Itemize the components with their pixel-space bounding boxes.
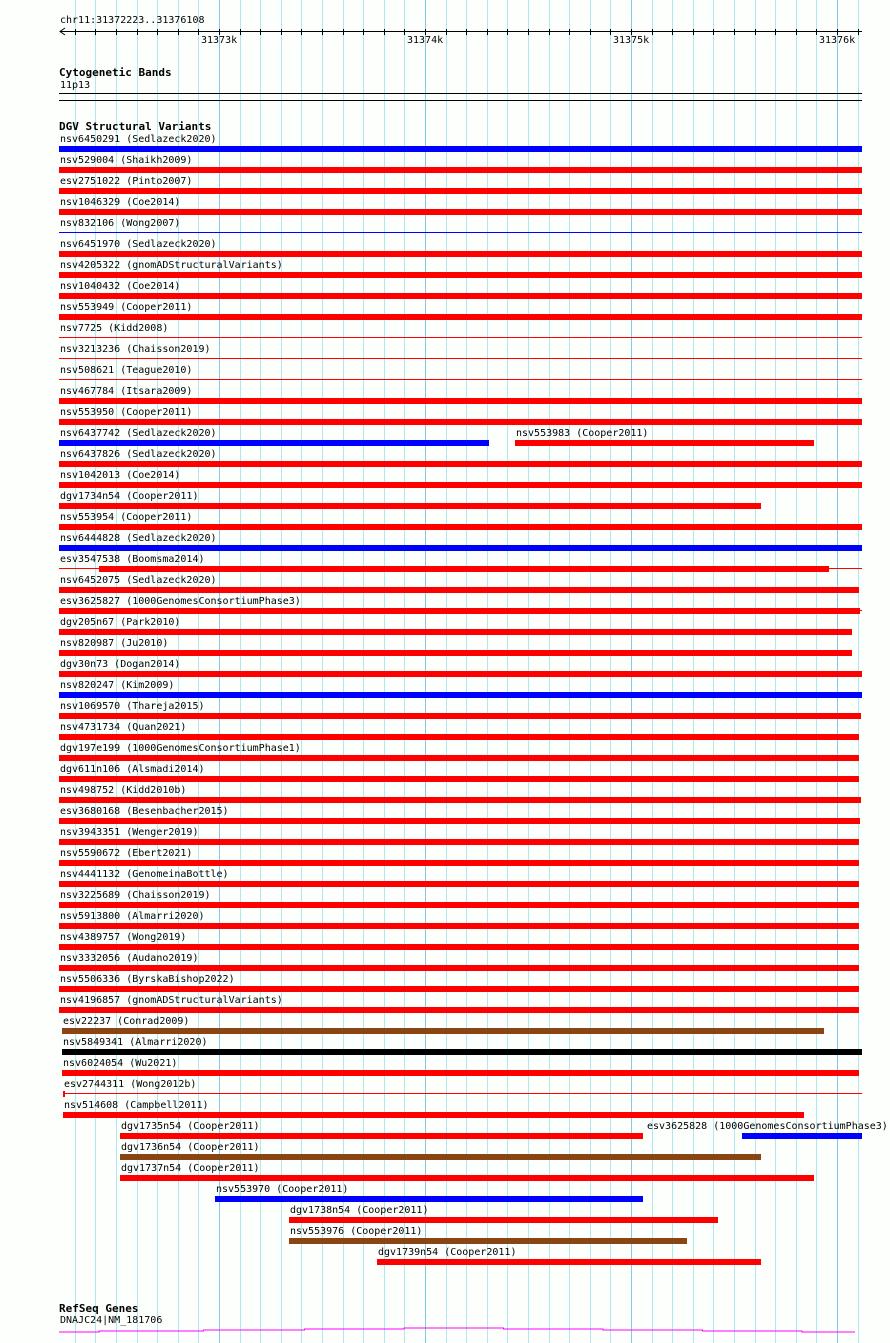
variant-label[interactable]: nsv1042013 (Coe2014) (60, 470, 181, 481)
variant-label[interactable]: dgv205n67 (Park2010) (60, 617, 181, 628)
refseq-track-title: RefSeq Genes (59, 1302, 139, 1315)
variant-line[interactable] (59, 337, 862, 338)
variant-bar[interactable] (59, 1007, 859, 1013)
variant-bar[interactable] (59, 986, 859, 992)
variant-label[interactable]: nsv1069570 (Thareja2015) (60, 701, 205, 712)
variant-label[interactable]: dgv1737n54 (Cooper2011) (121, 1163, 260, 1174)
variant-bar[interactable] (59, 797, 861, 803)
gene-line[interactable] (59, 1328, 855, 1332)
variant-bar[interactable] (289, 1217, 718, 1223)
variant-label[interactable]: nsv5506336 (ByrskaBishop2022) (60, 974, 235, 985)
variant-bar[interactable] (59, 545, 862, 551)
variant-label[interactable]: nsv4196857 (gnomADStructuralVariants) (60, 995, 283, 1006)
variant-label[interactable]: nsv1040432 (Coe2014) (60, 281, 181, 292)
variant-label[interactable]: nsv553976 (Cooper2011) (290, 1226, 423, 1237)
variant-label[interactable]: esv22237 (Conrad2009) (63, 1016, 190, 1027)
variant-bar[interactable] (742, 1133, 862, 1139)
variant-bar[interactable] (59, 944, 859, 950)
variant-label[interactable]: nsv6437742 (Sedlazeck2020) (60, 428, 217, 439)
variant-bar[interactable] (59, 482, 862, 488)
variant-bar[interactable] (59, 923, 859, 929)
variant-label[interactable]: nsv4205322 (gnomADStructuralVariants) (60, 260, 283, 271)
variant-label[interactable]: nsv529004 (Shaikh2009) (60, 155, 193, 166)
variant-bar[interactable] (215, 1196, 643, 1202)
gene-model[interactable] (0, 1324, 890, 1336)
variant-bar[interactable] (59, 755, 859, 761)
variant-bar[interactable] (59, 251, 862, 257)
variant-bar[interactable] (59, 167, 862, 173)
variant-label[interactable]: dgv1734n54 (Cooper2011) (60, 491, 199, 502)
variant-bar[interactable] (59, 629, 852, 635)
variant-label[interactable]: nsv5849341 (Almarri2020) (63, 1037, 208, 1048)
dgv-track-title: DGV Structural Variants (59, 120, 212, 133)
variant-label[interactable]: nsv6451970 (Sedlazeck2020) (60, 239, 217, 250)
variant-bar[interactable] (59, 608, 860, 614)
variant-bar[interactable] (289, 1238, 687, 1244)
variant-label[interactable]: nsv6437826 (Sedlazeck2020) (60, 449, 217, 460)
variant-label[interactable]: nsv553970 (Cooper2011) (216, 1184, 349, 1195)
variant-label[interactable]: dgv1736n54 (Cooper2011) (121, 1142, 260, 1153)
variant-bar[interactable] (63, 1112, 804, 1118)
variant-label[interactable]: nsv6450291 (Sedlazeck2020) (60, 134, 217, 145)
variant-line[interactable] (59, 232, 862, 233)
variant-bar[interactable] (59, 398, 862, 404)
variant-line[interactable] (63, 1093, 862, 1094)
ruler-tick-label: 31376k (819, 35, 856, 46)
variant-bar[interactable] (59, 902, 859, 908)
variant-label[interactable]: nsv820247 (Kim2009) (60, 680, 175, 691)
variant-bar[interactable] (59, 671, 862, 677)
variant-label[interactable]: nsv3332056 (Audano2019) (60, 953, 199, 964)
variant-bar[interactable] (59, 503, 761, 509)
variant-label[interactable]: nsv6024054 (Wu2021) (63, 1058, 178, 1069)
variant-bar[interactable] (377, 1259, 761, 1265)
variant-label[interactable]: nsv6444828 (Sedlazeck2020) (60, 533, 217, 544)
variant-label[interactable]: nsv553954 (Cooper2011) (60, 512, 193, 523)
variant-label[interactable]: dgv197e199 (1000GenomesConsortiumPhase1) (60, 743, 301, 754)
variant-bar[interactable] (59, 188, 862, 194)
variant-bar[interactable] (59, 293, 862, 299)
variant-bar[interactable] (59, 272, 862, 278)
variant-label[interactable]: nsv498752 (Kidd2010b) (60, 785, 187, 796)
variant-bar[interactable] (59, 587, 859, 593)
variant-bar[interactable] (59, 146, 862, 152)
variant-label[interactable]: dgv1738n54 (Cooper2011) (290, 1205, 429, 1216)
variant-label[interactable]: dgv611n106 (Alsmadi2014) (60, 764, 205, 775)
variant-bar[interactable] (59, 314, 862, 320)
variant-label[interactable]: nsv5590672 (Ebert2021) (60, 848, 193, 859)
variant-label[interactable]: nsv1046329 (Coe2014) (60, 197, 181, 208)
variant-label[interactable]: nsv4441132 (GenomeinaBottle) (60, 869, 229, 880)
variant-bar[interactable] (62, 1070, 859, 1076)
ruler-tick-label: 31375k (613, 35, 650, 46)
variant-label[interactable]: esv2751022 (Pinto2007) (60, 176, 193, 187)
variant-bar[interactable] (99, 566, 829, 572)
variant-bar[interactable] (59, 524, 862, 530)
ruler-tick-label: 31374k (407, 35, 444, 46)
variant-bar[interactable] (59, 818, 860, 824)
variant-bar[interactable] (120, 1175, 814, 1181)
variant-label[interactable]: nsv553950 (Cooper2011) (60, 407, 193, 418)
variant-label[interactable]: nsv553949 (Cooper2011) (60, 302, 193, 313)
locus-label: chr11:31372223..31376108 (60, 15, 205, 26)
variant-label[interactable]: nsv5913800 (Almarri2020) (60, 911, 205, 922)
variant-label[interactable]: nsv6452075 (Sedlazeck2020) (60, 575, 217, 586)
variant-bar[interactable] (120, 1154, 761, 1160)
variant-bar[interactable] (59, 650, 852, 656)
variant-bar[interactable] (59, 419, 862, 425)
variant-bar[interactable] (63, 1091, 65, 1097)
variant-label[interactable]: esv3625828 (1000GenomesConsortiumPhase3) (647, 1121, 888, 1132)
variant-bar[interactable] (59, 440, 489, 446)
cytobands-track-title: Cytogenetic Bands (59, 66, 172, 79)
variant-bar[interactable] (62, 1049, 862, 1055)
variant-bar[interactable] (59, 881, 859, 887)
variant-bar[interactable] (59, 461, 862, 467)
variant-label[interactable]: dgv1739n54 (Cooper2011) (378, 1247, 517, 1258)
cytoband-label: 11p13 (60, 80, 91, 91)
variant-label[interactable]: nsv3213236 (Chaisson2019) (60, 344, 211, 355)
variant-bar[interactable] (515, 440, 814, 446)
variant-label[interactable]: esv3547538 (Boomsma2014) (60, 554, 205, 565)
variant-label[interactable]: nsv3225689 (Chaisson2019) (60, 890, 211, 901)
variant-label[interactable]: nsv553983 (Cooper2011) (516, 428, 649, 439)
variant-label[interactable]: nsv4389757 (Wong2019) (60, 932, 187, 943)
variant-label[interactable]: dgv30n73 (Dogan2014) (60, 659, 181, 670)
variant-bar[interactable] (59, 839, 859, 845)
variant-label[interactable]: esv2744311 (Wong2012b) (64, 1079, 197, 1090)
variant-label[interactable]: nsv514608 (Campbell2011) (64, 1100, 209, 1111)
variant-label[interactable]: nsv832106 (Wong2007) (60, 218, 181, 229)
variant-bar[interactable] (62, 1028, 824, 1034)
variant-bar[interactable] (59, 965, 859, 971)
variant-bar[interactable] (59, 734, 859, 740)
variant-bar[interactable] (59, 860, 859, 866)
variant-line[interactable] (59, 379, 862, 380)
variant-label[interactable]: nsv7725 (Kidd2008) (60, 323, 169, 334)
gene-label[interactable]: DNAJC24|NM_181706 (60, 1315, 163, 1326)
ruler-tick-label: 31373k (201, 35, 238, 46)
variant-label[interactable]: dgv1735n54 (Cooper2011) (121, 1121, 260, 1132)
variant-label[interactable]: nsv820987 (Ju2010) (60, 638, 169, 649)
variant-bar[interactable] (59, 713, 861, 719)
variant-bar[interactable] (120, 1133, 643, 1139)
variant-label[interactable]: nsv4731734 (Quan2021) (60, 722, 187, 733)
variant-label[interactable]: esv3625827 (1000GenomesConsortiumPhase3) (60, 596, 301, 607)
variant-label[interactable]: esv3680168 (Besenbacher2015) (60, 806, 229, 817)
variant-label[interactable]: nsv3943351 (Wenger2019) (60, 827, 199, 838)
variant-bar[interactable] (59, 209, 862, 215)
variant-label[interactable]: nsv508621 (Teague2010) (60, 365, 193, 376)
variant-label[interactable]: nsv467784 (Itsara2009) (60, 386, 193, 397)
variant-bar[interactable] (59, 776, 859, 782)
variant-line[interactable] (59, 358, 862, 359)
variant-bar[interactable] (59, 692, 862, 698)
